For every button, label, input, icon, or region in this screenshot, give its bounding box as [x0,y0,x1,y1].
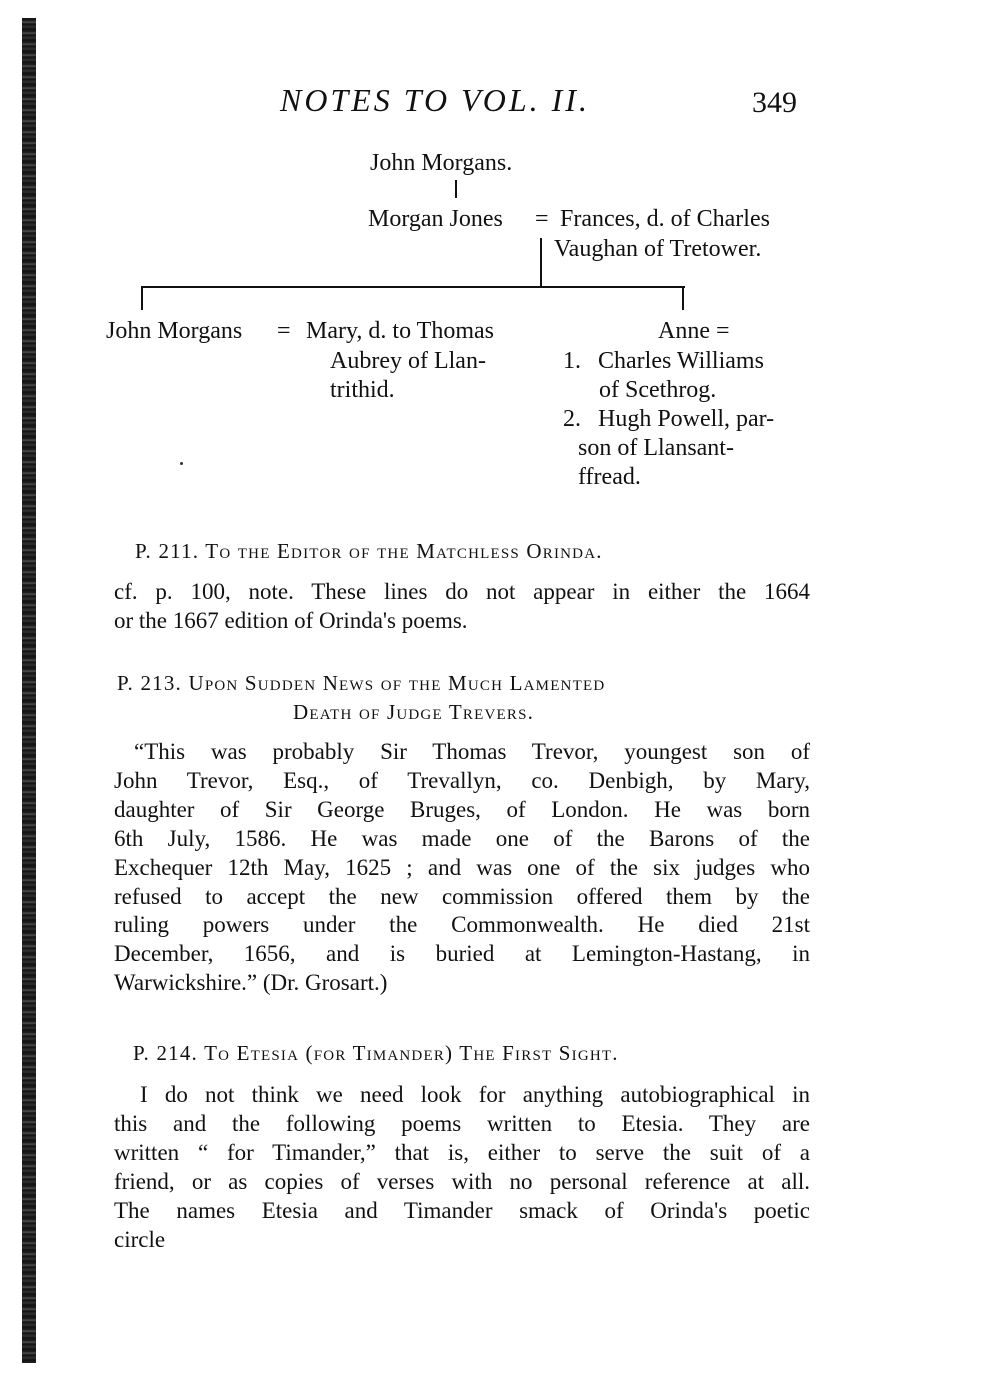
body-line: daughter of Sir George Bruges, of London. He was born [114,796,810,822]
body-line: John Trevor, Esq., of Trevallyn, co. Denbigh, by Mary, [114,767,810,793]
child1-spouse-l2: Aubrey of Llan- [330,348,486,374]
body-line: The names Etesia and Timander smack of Orinda's poetic [114,1197,810,1223]
body-line: friend, or as copies of verses with no personal reference at all. [114,1168,810,1194]
section-heading-p214: P. 214. To Etesia (for Timander) The First Sight. [133,1041,619,1065]
section-heading-p213-l1: P. 213. Upon Sudden News of the Much Lamented [117,671,606,695]
genealogy-mother-l2: Vaughan of Tretower. [554,236,762,262]
child2-spouse1-l1: Charles Williams [598,348,764,374]
body-line: circle [114,1226,166,1252]
tree-connector-child1 [141,286,143,310]
genealogy-root: John Morgans. [370,150,513,176]
body-line: “This was probably Sir Thomas Trevor, youngest son of [134,739,810,764]
print-speck [180,462,183,465]
body-line: ruling powers under the Commonwealth. He died 21st [114,912,810,938]
child1-name: John Morgans [106,318,243,344]
genealogy-father: Morgan Jones [368,206,503,232]
page-number: 349 [752,86,797,119]
body-line: refused to accept the new commission offered them by the [114,883,810,909]
section-heading-p213-l2: Death of Judge Trevers. [293,700,535,724]
marriage-sign: = [535,206,549,232]
child1-marriage-sign: = [277,318,291,344]
book-spine-edge [22,18,36,1363]
tree-connector-marriage [540,238,542,286]
child2-spouse1-number: 1. [563,348,581,374]
child1-spouse-l3: trithid. [330,377,395,403]
section-body-p213 [114,738,810,998]
body-line: I do not think we need look for anything autobiographical in [140,1082,810,1107]
section-body-p214 [114,1081,810,1254]
genealogy-mother-l1: Frances, d. of Charles [560,206,770,232]
running-title: NOTES TO VOL. II. [280,82,590,118]
child2-spouse2-l2: son of Llansant- [578,435,734,461]
body-line: 6th July, 1586. He was made one of the Barons of the [114,825,810,851]
child1-spouse-l1: Mary, d. to Thomas [306,318,494,344]
child2-spouse2-l3: ffread. [578,464,641,490]
child2-spouse2-number: 2. [563,406,581,432]
tree-sibling-bar [141,286,685,288]
child2-spouse2-l1: Hugh Powell, par- [598,406,775,432]
section-heading-p211: P. 211. To the Editor of the Matchless Orinda. [135,539,603,563]
tree-connector-root [455,180,457,198]
child2-name: Anne = [658,318,730,344]
body-line: or the 1667 edition of Orinda's poems. [114,607,468,633]
body-line: cf. p. 100, note. These lines do not appear in either the 1664 [114,579,810,604]
body-line: Warwickshire.” (Dr. Grosart.) [114,970,388,996]
body-line: written “ for Timander,” that is, either to serve the suit of a [114,1139,810,1165]
body-line: December, 1656, and is buried at Lemington-Hastang, in [114,941,810,967]
section-body-p211 [114,578,810,636]
body-line: Exchequer 12th May, 1625 ; and was one of the six judges who [114,854,810,880]
child2-spouse1-l2: of Scethrog. [599,377,717,403]
tree-connector-child2 [682,286,684,310]
body-line: this and the following poems written to Etesia. They are [114,1110,810,1136]
